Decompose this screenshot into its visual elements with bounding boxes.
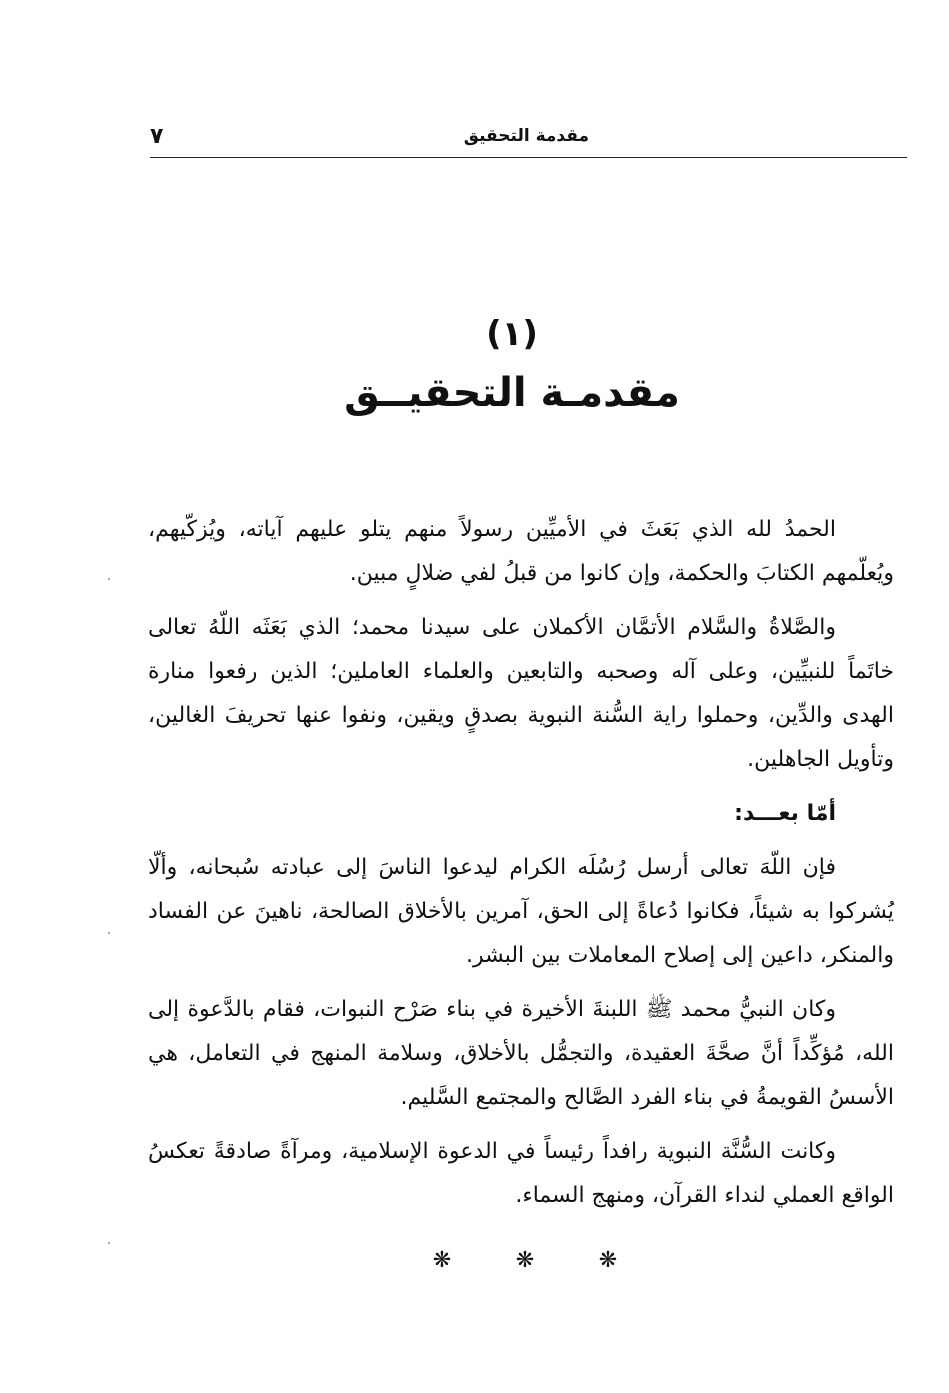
separator-star-icon: ❋	[598, 1248, 618, 1273]
separator-star-icon: ❋	[515, 1248, 535, 1273]
page-number: ٧	[150, 124, 164, 149]
scan-speck	[108, 578, 110, 580]
paragraph-salutation: والصَّلاةُ والسَّلام الأتمَّان الأكملان على سيدنا محمد؛ الذي بَعَثَه اللّهُ تعالى خاتَماً للنبيِّين، وعلى آله وصحبه والتابعين والعلماء العاملين؛ الذين رفعوا منارة الهدى والدِّين، وحملوا راية السُّنة النبوية بصدقٍ ويقين، ونفوا عنها تحريفَ الغالين، وتأويل الجاهلين.	[148, 615, 894, 772]
running-header-title: مقدمة التحقيق	[463, 126, 589, 146]
paragraph-prophet: وكان النبيُّ محمد ﷺ اللبنةَ الأخيرة في بناء صَرْح النبوات، فقام بالدَّعوة إلى الله، مُؤكِّداً أنَّ صحَّةَ العقيدة، والتجمُّل بالأخلاق، وسلامة المنهج في التعامل، هي الأسسُ القويمةُ في بناء الفرد الصَّالح والمجتمع السَّليم.	[148, 997, 894, 1110]
header-divider	[150, 157, 907, 158]
page-header	[150, 126, 907, 156]
amma-baad-heading: أمّا بعـــد:	[734, 801, 836, 826]
paragraph-sunnah: وكانت السُّنَّة النبوية رافداً رئيساً في الدعوة الإسلامية، ومرآةً صادقةً تعكسُ الواقع العملي لنداء القرآن، ومنهج السماء.	[148, 1139, 894, 1208]
section-separator	[430, 1248, 620, 1273]
scan-speck	[108, 1242, 110, 1244]
paragraph-messengers: فإن اللّهَ تعالى أرسل رُسُلَه الكرام ليدعوا الناسَ إلى عبادته سُبحانه، وألّا يُشركوا به شيئاً، فكانوا دُعاةً إلى الحق، آمرين بالأخلاق الصالحة، ناهينَ عن الفساد والمنكر، داعين إلى إصلاح المعاملات بين البشر.	[148, 855, 894, 968]
chapter-number: (١)	[486, 314, 538, 354]
scan-speck	[108, 932, 110, 934]
paragraph-opening-praise: الحمدُ لله الذي بَعَثَ في الأميِّين رسولاً منهم يتلو عليهم آياته، ويُزكّيهم، ويُعلّمهم الكتابَ والحكمة، وإن كانوا من قبلُ لفي ضلالٍ مبين.	[148, 517, 894, 586]
chapter-title: مقدمـة التحقيــق	[344, 370, 680, 416]
separator-star-icon: ❋	[432, 1248, 452, 1273]
body-text	[148, 508, 894, 1228]
